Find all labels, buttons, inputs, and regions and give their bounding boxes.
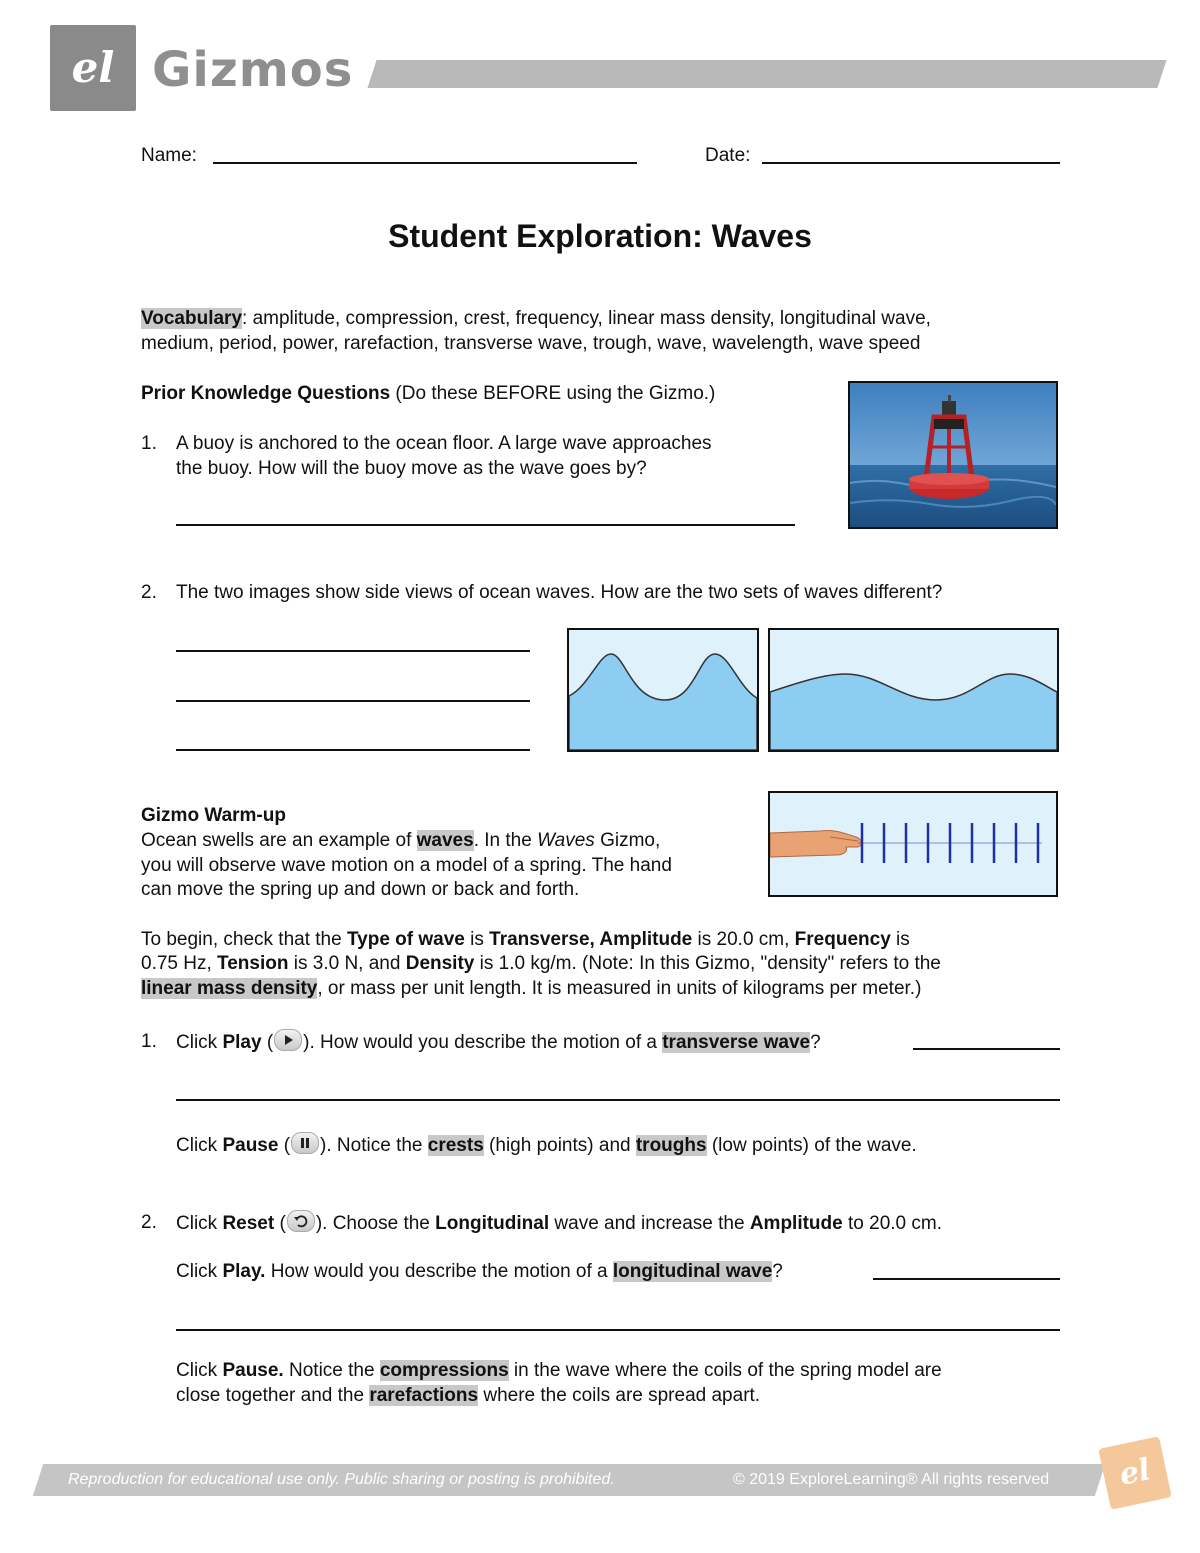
date-label: Date:	[705, 145, 751, 166]
warmup-p1-line-1	[141, 828, 660, 853]
wu-q2-number: 2.	[141, 1212, 157, 1233]
warmup-p2-text-c: is 3.0 N, and	[288, 953, 406, 974]
term-transverse-wave: transverse wave	[662, 1032, 811, 1053]
wu-q2-longitudinal: Longitudinal	[435, 1213, 550, 1234]
wu-q2-pause-rest-2: in the wave where the coils of the spring model are	[508, 1360, 942, 1381]
wu-q2-pause-label: Pause.	[222, 1360, 284, 1381]
pk-q2-number: 2.	[141, 582, 157, 603]
wu-q1-question-mark: ?	[810, 1032, 821, 1053]
warmup-heading: Gizmo Warm-up	[141, 805, 286, 826]
footer-copyright: © 2019 ExploreLearning® All rights reserved	[733, 1471, 1050, 1488]
prior-knowledge-note: (Do these BEFORE using the Gizmo.)	[390, 383, 716, 404]
low-waves-image	[768, 628, 1059, 752]
wu-q1-mid: (high points) and	[483, 1135, 636, 1156]
name-field[interactable]	[213, 162, 637, 164]
pk-q2-text: The two images show side views of ocean waves. How are the two sets of waves different?	[176, 582, 943, 603]
pk-q1-number: 1.	[141, 433, 157, 454]
wu-q1-paren: (	[261, 1032, 274, 1053]
wu-q2-rest-a: ). Choose the	[315, 1213, 436, 1234]
prior-knowledge-heading	[141, 381, 715, 406]
wu-q1-pause-label: Pause	[222, 1135, 279, 1156]
name-label: Name:	[141, 145, 197, 166]
footer-notice: Reproduction for educational use only. Public sharing or posting is prohibited.	[68, 1471, 615, 1488]
pk-q2-answer-line-3[interactable]	[176, 749, 530, 751]
spring-illustration	[770, 793, 1056, 895]
logo-mark: el	[71, 43, 115, 92]
wu-q2-play-rest: How would you describe the motion of a	[265, 1261, 613, 1282]
wu-q1-answer-line-2[interactable]	[176, 1099, 1060, 1101]
explorelearning-logo	[50, 25, 136, 111]
wu-q2-pause-rest: Notice the	[283, 1360, 380, 1381]
vocabulary-line-1	[141, 306, 1081, 331]
wu-q2-question-mark: ?	[772, 1261, 783, 1282]
footer-logo	[1098, 1436, 1172, 1510]
wu-q2-click: Click	[176, 1213, 223, 1234]
wu-q1-pause-text	[176, 1132, 917, 1158]
wu-q1-rest: ). How would you describe the motion of a	[303, 1032, 663, 1053]
param-density: Density	[405, 953, 475, 974]
header-bar	[367, 60, 1166, 88]
buoy-illustration	[850, 383, 1056, 527]
footer-logo-mark: el	[1116, 1452, 1154, 1493]
pause-icon[interactable]	[291, 1132, 319, 1154]
page-title: Student Exploration: Waves	[388, 218, 812, 254]
wu-q2-text	[176, 1210, 942, 1236]
vocabulary-line-2: medium, period, power, rarefaction, transverse wave, trough, wave, wavelength, wave speed	[141, 333, 921, 354]
wu-q2-pause-line-2	[176, 1383, 760, 1408]
warmup-p2-is-1: is	[464, 929, 490, 950]
wu-q2-line2-b: where the coils are spread apart.	[478, 1385, 761, 1406]
warmup-p2-is-2: is 20.0 cm,	[692, 929, 795, 950]
warmup-p2-line-3	[141, 976, 1081, 1001]
warmup-p2-is-3: is	[890, 929, 910, 950]
wu-q2-rest-c: to 20.0 cm.	[842, 1213, 942, 1234]
wu-q1-play-label: Play	[222, 1032, 262, 1053]
wu-q2-rest-b: wave and increase the	[549, 1213, 750, 1234]
buoy-photo	[848, 381, 1058, 529]
date-field[interactable]	[762, 162, 1060, 164]
wu-q2-play-click: Click	[176, 1261, 223, 1282]
term-compressions: compressions	[379, 1360, 509, 1381]
pk-q1-line-1: A buoy is anchored to the ocean floor. A large wave approaches	[176, 433, 712, 454]
wu-q1-click: Click	[176, 1032, 223, 1053]
pk-q2-answer-line-1[interactable]	[176, 650, 530, 652]
warmup-p1-italic: Waves	[537, 830, 595, 851]
warmup-p2-text-d: is 1.0 kg/m. (Note: In this Gizmo, "density" refers to the	[474, 953, 941, 974]
warmup-p1-line-3: can move the spring up and down or back and forth.	[141, 879, 580, 900]
wu-q1-answer-line-1[interactable]	[913, 1048, 1060, 1050]
wu-q1-pause-paren: (	[278, 1135, 291, 1156]
warmup-p2-line-2	[141, 951, 1081, 976]
term-waves: waves	[416, 830, 474, 851]
term-crests: crests	[427, 1135, 484, 1156]
wu-q2-pause-line-1	[176, 1358, 942, 1383]
param-transverse-amplitude: Transverse, Amplitude	[489, 929, 693, 950]
warmup-p2-text-b: 0.75 Hz,	[141, 953, 218, 974]
term-troughs: troughs	[635, 1135, 707, 1156]
prior-knowledge-title: Prior Knowledge Questions	[141, 383, 391, 404]
wu-q2-reset-label: Reset	[222, 1213, 275, 1234]
wu-q1-number: 1.	[141, 1031, 157, 1052]
play-icon[interactable]	[274, 1029, 302, 1051]
param-type-of-wave: Type of wave	[346, 929, 465, 950]
wu-q2-pause-click: Click	[176, 1360, 223, 1381]
wu-q1-pause-rest: ). Notice the	[320, 1135, 428, 1156]
brand-name: Gizmos	[152, 42, 354, 98]
pk-q1-answer-line[interactable]	[176, 524, 795, 526]
warmup-p1-line-2: you will observe wave motion on a model of a spring. The hand	[141, 855, 672, 876]
wu-q1-text	[176, 1029, 821, 1055]
spring-model-image	[768, 791, 1058, 897]
warmup-p2-line-1	[141, 927, 1081, 952]
vocabulary-text-1: : amplitude, compression, crest, frequency, linear mass density, longitudinal wave,	[242, 308, 931, 329]
wu-q2-line2-a: close together and the	[176, 1385, 370, 1406]
param-frequency: Frequency	[794, 929, 891, 950]
warmup-p1-text-a: Ocean swells are an example of	[141, 830, 417, 851]
vocabulary-label: Vocabulary	[141, 308, 243, 329]
param-tension: Tension	[217, 953, 289, 974]
wu-q2-answer-line-1[interactable]	[873, 1278, 1060, 1280]
pk-q2-answer-line-2[interactable]	[176, 700, 530, 702]
wu-q1-pause-click: Click	[176, 1135, 223, 1156]
wu-q2-paren: (	[274, 1213, 286, 1234]
wu-q2-play-label: Play.	[222, 1261, 266, 1282]
reset-icon[interactable]	[287, 1210, 315, 1232]
low-waves-illustration	[770, 630, 1057, 750]
term-longitudinal-wave: longitudinal wave	[612, 1261, 773, 1282]
warmup-p2-text-a: To begin, check that the	[141, 929, 347, 950]
wu-q2-amplitude: Amplitude	[749, 1213, 843, 1234]
warmup-p1-text-c: Gizmo,	[594, 830, 661, 851]
warmup-p2-text-e: , or mass per unit length. It is measured in units of kilograms per meter.)	[317, 978, 922, 999]
tall-waves-illustration	[569, 630, 757, 750]
warmup-p1-text-b: . In the	[473, 830, 538, 851]
term-linear-mass-density: linear mass density	[141, 978, 318, 999]
tall-waves-image	[567, 628, 759, 752]
wu-q2-answer-line-2[interactable]	[176, 1329, 1060, 1331]
wu-q2-play-text	[176, 1259, 783, 1284]
pk-q1-line-2: the buoy. How will the buoy move as the wave goes by?	[176, 458, 647, 479]
wu-q1-end: (low points) of the wave.	[706, 1135, 917, 1156]
term-rarefactions: rarefactions	[369, 1385, 479, 1406]
